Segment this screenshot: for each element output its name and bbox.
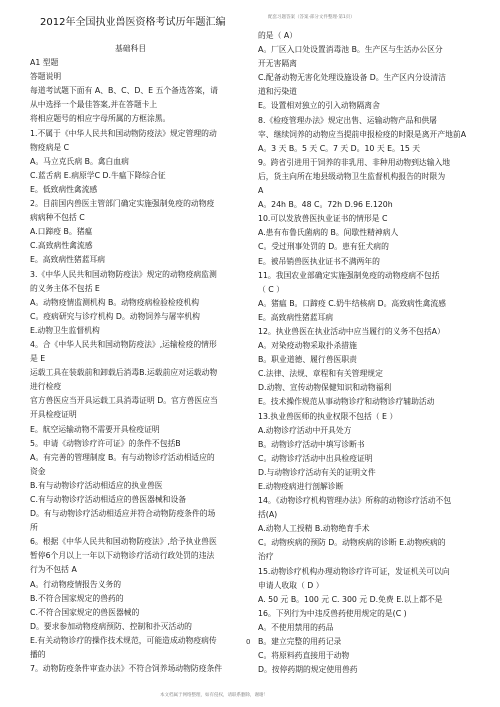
text-line: 治疗 [258,552,274,562]
text-line: 13.执业兽医师的执业权限不包括（ E ） [258,411,398,421]
text-line: A。动物疫情监测机构 B。动物疫病检验检疫机构 [30,297,200,307]
text-line: A。厂区入口处设置消毒池 B。生产区与生活办公区分 [258,45,443,55]
text-line: E。技术操作规范从事动物诊疗和动物诊疗辅助活动 [258,397,435,407]
text-line: D。有与动物诊疗活动相适应并符合动物防疫条件的场 [30,509,216,519]
text-line: 道和污染道 [258,87,297,97]
text-line: D.动物、宣传动物保健知识和动物福利 [258,383,392,393]
text-line: 每道考试题下面有 A、B、C、D、E 五个备选答案，请 [30,86,218,96]
text-line: A.动物人工授精 B.动物绝育手术 [258,524,370,534]
right-column [258,29,488,677]
text-line: 运载工具在装载前和卸载后消毒B.运载前应对运载动物 [30,368,218,378]
text-line: 8.《检疫管理办法》规定出售、运输动物产品和供屠 [258,115,437,125]
text-line: 从中选择一个最佳答案,并在答题卡上 [30,100,158,110]
text-line: 10.可以发放兽医执业证书的情形是 C [258,214,388,224]
text-line: 15.动物诊疗机构办理动物诊疗许可证，发证机关可以向 [258,566,450,576]
text-line: B.有与动物诊疗活动相适应的执业兽医 [30,480,163,490]
text-line: B。动物诊疗活动中填写诊断书 [258,439,365,449]
text-line: 开无害隔离 [258,59,297,69]
text-line: C。动物诊疗活动中出具检疫证明 [258,453,373,463]
text-line: 后，货主向所在地县级动物卫生监督机构报告的时限为 [258,171,446,181]
text-line: B.不符合国家规定的兽药的 [30,593,124,603]
text-line: 暂停6个月以上一年以下动物诊疗活动行政处罚的违法 [30,551,215,561]
text-line: C。将原料药直接用于动物 [258,651,350,661]
text-line: 5。申请《动物诊疗许可证》的条件不包括B [30,438,181,448]
text-line: 括(A) [258,510,278,520]
text-line: 6。根据《中华人民共和国动物防疫法》,给予执业兽医 [30,537,217,547]
text-line: A. 50 元 B。100 元 C. 300 元 D.免费 E.以上都不是 [258,594,443,604]
text-line: E.动物卫生监督机构 [30,325,100,335]
text-line: A1 型题 [30,58,59,68]
text-line: 4。合《中华人民共和国动物防疫法》,运输检疫的情形 [30,339,217,349]
text-line: A。24h B。48 C。72h D.96 E.120h [258,200,393,210]
page-number: 0 [246,638,251,646]
text-line: 14。《动物诊疗机构管理办法》所称的动物诊疗活动不包 [258,496,452,506]
text-line: A.口蹄疫 B。猪瘟 [30,227,93,237]
text-line: E。航空运输动物不需要开具检疫证明 [30,424,160,434]
text-line: 9。跨省引进用于饲养的非乳用、非种用动物到达输入地 [258,157,451,167]
text-line: D。按停药期的规定使用兽药 [258,665,358,675]
text-line: E。低致病性禽流感 [30,184,98,194]
text-line: （ C ） [258,284,284,294]
text-line: 16。下列行为中违反兽药使用规定的是(C ) [258,608,407,618]
text-line: D.与动物诊疗活动有关的证明文件 [258,467,376,477]
text-line: 所 [30,523,38,533]
text-line: A.患有布鲁氏菌病的 B。间歇性精神病人 [258,228,399,238]
header-note: 配套习题答案（答案·部分文件整理·第1页） [268,15,355,20]
text-line: C.高致病性禽流感 [30,241,93,251]
text-line: 物疫病是 C [30,142,70,152]
text-line: 11。我国农业部确定实施强制免疫的动物疫病不包括 [258,270,440,280]
text-line: E.动物疫病进行剖解诊断 [258,482,344,491]
text-line: C.蓝舌病 E.病原学C D.牛瘟下降综合征 [30,170,166,180]
section-heading: 基础科目 [115,44,147,53]
text-line: 答题说明 [30,72,62,82]
text-line: A [258,186,264,196]
text-line: C.有与动物诊疗活动相适应的兽医器械和设备 [30,495,187,504]
text-line: B。建立完整的用药记录 [258,637,342,647]
text-line: A。对染疫动物采取扑杀措施 [258,341,357,351]
text-line: 7。动物防疫条件审查办法》不符合饲养场动物防疫条件 [30,664,223,674]
text-line: C.不符合国家规定的兽医器械的 [30,607,140,617]
text-line: 将相应题号的相应字母所属的方框涂黑。 [30,114,171,124]
text-line: D。要求参加动物疫病预防、控制和扑灭活动的 [30,621,192,631]
text-line: 官方兽医应当开具运载工具消毒证明 D。官方兽医应当 [30,396,218,406]
text-line: 宰、继续饲养的动物应当提前申报检疫的时限是离开产地前A [258,129,467,139]
text-line: E.有关动物诊疗的操作技术规范，可能造成动物疫病传 [30,635,217,645]
text-line: A。3 天 B。5 天 C。7 天 D。10 天 E。15 天 [258,143,421,153]
text-line: C。疫病研究与诊疗机构 D。动物饲养与屠宰机构 [30,311,200,321]
document-title: 2012年全国执业兽医资格考试历年题汇编 [40,17,226,28]
text-line: A。马立克氏病 B。禽白血病 [30,156,129,166]
text-line: A。猪瘟 B。口蹄疫 C.奶牛结核病 D。高致病性禽流感 [258,298,446,308]
text-line: A。行动物疫情报告义务的 [30,579,122,589]
text-line: C.配备动物无害化处理设施设备 D。生产区内分设清洁 [258,73,446,83]
text-line: 3.《中华人民共和国动物防疫法》规定的动物疫病监测 [30,269,217,279]
text-line: A。不使用禁用的药品 [258,622,334,632]
text-line: 的是（ A） [258,31,297,40]
text-line: 病病种不包括 C [30,213,85,223]
text-line: E。高致病性猪蓝耳病 [258,312,334,322]
text-line: 1.不属于《中华人民共和国动物防疫法》规定管理的动 [30,128,217,138]
text-line: 的义务主体不包括 E [30,283,100,293]
text-line: A.动物诊疗活动中开具处方 [258,425,352,435]
text-line: C。动物疾病的预防 D。动物疾病的诊断 E.动物疾病的 [258,538,446,548]
text-line: E。高致病性猪蓝耳病 [30,255,106,265]
text-line: 资金 [30,466,46,476]
text-line: C.法律、法规、章程和有关管理规定 [258,369,383,379]
text-line: 进行检疫 [30,382,62,392]
text-line: E。设置相对独立的引入动物隔离舍 [258,101,380,111]
text-line: C。受过刑事处罚的 D。患有狂犬病的 [258,242,389,252]
text-line: A。有完善的管理制度 B。有与动物诊疗活动相适应的 [30,452,215,462]
text-line: E。被吊销兽医执业证书不满两年的 [258,256,380,266]
text-line: 是 E [30,354,46,364]
text-line: 开具检疫证明 [30,410,77,420]
text-line: 播的 [30,650,46,660]
text-line: 申请人收取（ D ） [258,580,324,590]
left-column [30,42,252,676]
text-line: 12。执业兽医在执业活动中应当履行的义务不包括A） [258,326,445,336]
footer-note: 本文档属于网络整理，如有侵权，请联系删除，谢谢！ [160,693,268,698]
text-line: B。职业道德、履行兽医职责 [258,355,357,365]
text-line: 行为不包括 A [30,565,77,575]
text-line: 2。目前国内兽医主管部门确定实施强制免疫的动物疫 [30,199,215,209]
